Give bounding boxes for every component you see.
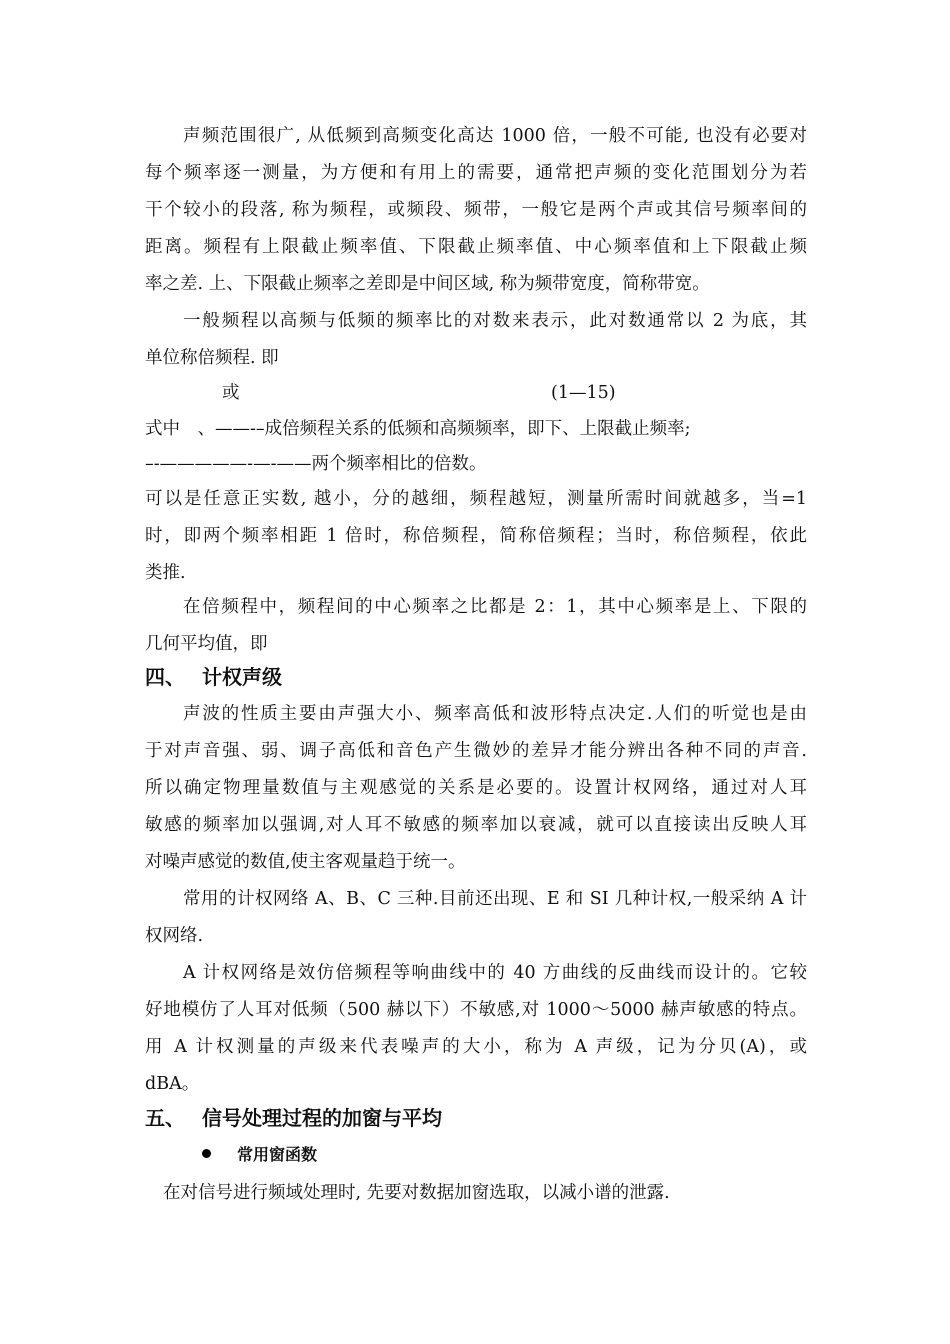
paragraph-line: 在对信号进行频域处理时, 先要对数据加窗选取，以减小谱的泄露. xyxy=(163,1183,670,1203)
equation-number: (1—15) xyxy=(551,383,616,403)
bullet-icon xyxy=(202,1149,211,1158)
section-number: 四、 xyxy=(145,665,185,689)
paragraph-line: 对噪声感觉的数值,使主客观量趋于统一。 xyxy=(145,852,466,872)
subsection-heading xyxy=(202,1145,317,1165)
section-heading xyxy=(145,665,282,689)
formula-or: 或 xyxy=(222,383,240,403)
paragraph-line: 时，即两个频率相距 1 倍时，称倍频程，简称倍频程；当时，称倍频程，依此 xyxy=(145,526,807,546)
paragraph-line: 声波的性质主要由声强大小、频率高低和波形特点决定.人们的听觉也是由 xyxy=(183,704,807,724)
paragraph-line: 用 A 计权测量的声级来代表噪声的大小，称为 A 声级，记为分贝(A)，或 xyxy=(145,1037,807,1057)
paragraph-line: 干个较小的段落, 称为频程，或频段、频带，一般它是两个声或其信号频率间的 xyxy=(145,200,807,220)
paragraph-line: 单位称倍频程. 即 xyxy=(145,348,279,368)
section-title: 计权声级 xyxy=(202,665,282,689)
paragraph-line: 敏感的频率加以强调,对人耳不敏感的频率加以衰减，就可以直接读出反映人耳 xyxy=(145,815,807,835)
paragraph-line: 常用的计权网络 A、B、C 三种.目前还出现、E 和 SI 几种计权,一般采纳 A 计 xyxy=(183,889,807,909)
paragraph-line: 每个频率逐一测量，为方便和有用上的需要，通常把声频的变化范围划分为若 xyxy=(145,163,807,183)
paragraph-line: 于对声音强、弱、调子高低和音色产生微妙的差异才能分辨出各种不同的声音. xyxy=(145,741,807,761)
paragraph-line: A 计权网络是效仿倍频程等响曲线中的 40 方曲线的反曲线而设计的。它较 xyxy=(183,963,807,983)
paragraph-line: dBA。 xyxy=(145,1074,200,1094)
paragraph-line: 声频范围很广, 从低频到高频变化高达 1000 倍，一般不可能, 也没有必要对 xyxy=(183,126,807,146)
paragraph-line: 权网络. xyxy=(145,926,204,946)
paragraph-line: 好地模仿了人耳对低频（500 赫以下）不敏感,对 1000～5000 赫声敏感的特点。 xyxy=(145,1000,807,1020)
where-line: –-—————-—-——两个频率相比的倍数。 xyxy=(145,454,487,474)
paragraph-line: 可以是任意正实数, 越小，分的越细，频程越短，测量所需时间就越多，当=1 xyxy=(145,489,807,509)
paragraph-line: 所以确定物理量数值与主观感觉的关系是必要的。设置计权网络，通过对人耳 xyxy=(145,778,807,798)
paragraph-line: 类推. xyxy=(145,563,186,583)
section-heading xyxy=(145,1106,442,1130)
paragraph-line: 距离。频程有上限截止频率值、下限截止频率值、中心频率值和上下限截止频 xyxy=(145,237,807,257)
paragraph-line: 率之差. 上、下限截止频率之差即是中间区域, 称为频带宽度，简称带宽。 xyxy=(145,274,710,294)
subsection-title: 常用窗函数 xyxy=(237,1145,318,1164)
paragraph-line: 一般频程以高频与低频的频率比的对数来表示，此对数通常以 2 为底，其 xyxy=(183,311,807,331)
section-title: 信号处理过程的加窗与平均 xyxy=(202,1106,442,1130)
paragraph-line: 几何平均值，即 xyxy=(145,634,268,654)
paragraph-line: 在倍频程中，频程间的中心频率之比都是 2：1，其中心频率是上、下限的 xyxy=(183,597,807,617)
section-number: 五、 xyxy=(145,1106,185,1130)
where-line: 式中 、——-–成倍频程关系的低频和高频频率，即下、上限截止频率; xyxy=(145,419,691,439)
